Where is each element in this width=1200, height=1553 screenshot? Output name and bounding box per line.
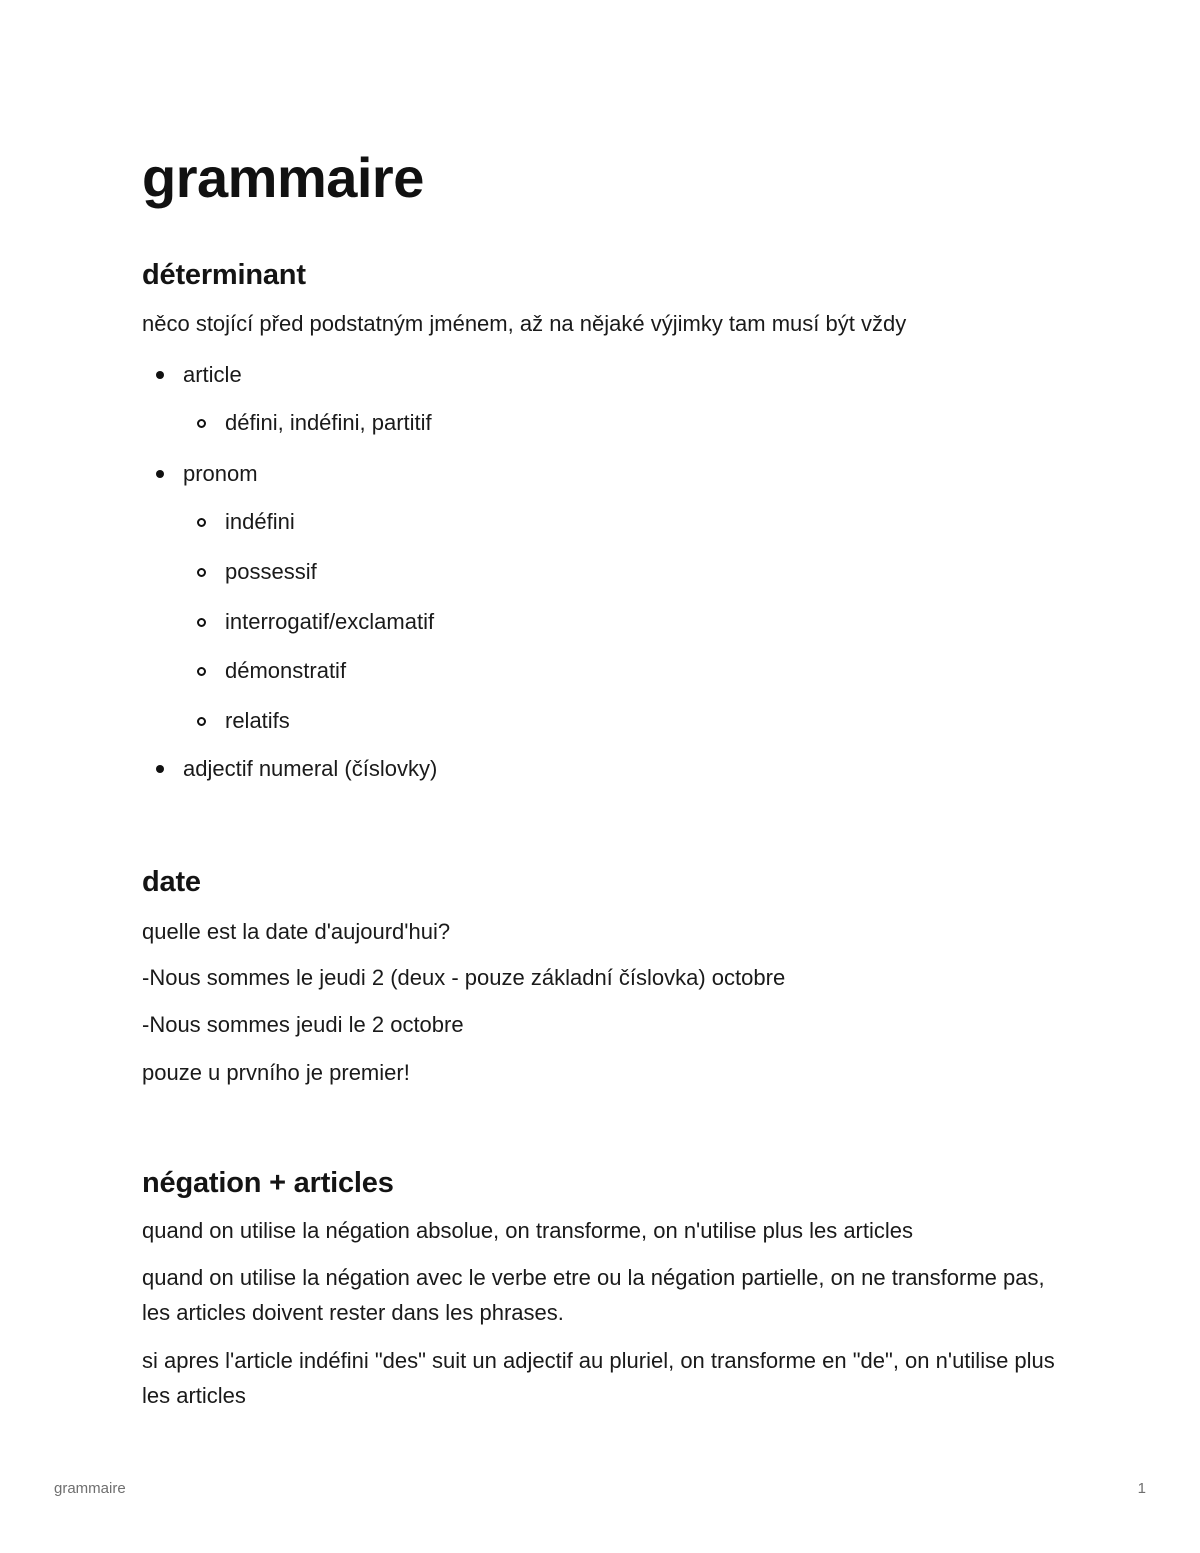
bullet-circle-icon [197, 419, 206, 428]
bullet-circle-icon [197, 717, 206, 726]
date-line: -Nous sommes jeudi le 2 octobre [142, 1012, 464, 1037]
sub-list-item: défini, indéfini, partitif [225, 410, 432, 435]
bullet-disc-icon [156, 371, 164, 379]
section-heading-determinant: déterminant [142, 259, 306, 291]
date-line: pouze u prvního je premier! [142, 1060, 410, 1085]
sub-list-item: démonstratif [225, 658, 347, 683]
bullet-circle-icon [197, 518, 206, 527]
bullet-circle-icon [197, 568, 206, 577]
document-title: grammaire [142, 146, 424, 209]
bullet-disc-icon [156, 765, 164, 773]
sub-list-item: indéfini [225, 509, 295, 534]
section-heading-date: date [142, 866, 201, 898]
date-line: -Nous sommes le jeudi 2 (deux - pouze základní číslovka) octobre [142, 965, 786, 990]
negation-paragraph: quand on utilise la négation absolue, on transforme, on n'utilise plus les articles [142, 1218, 913, 1243]
footer-document-name: grammaire [54, 1480, 126, 1497]
date-line: quelle est la date d'aujourd'hui? [142, 919, 451, 944]
list-item-pronom: pronom [183, 461, 258, 486]
list-item-article: article [183, 362, 242, 387]
negation-paragraph: si apres l'article indéfini "des" suit un adjectif au pluriel, on transforme en "de", on n'utilise plus les articles [142, 1348, 1055, 1408]
determinant-intro: něco stojící před podstatným jménem, až na nějaké výjimky tam musí být vždy [142, 311, 907, 336]
sub-list-item: relatifs [225, 708, 290, 733]
sub-list-item: interrogatif/exclamatif [225, 609, 435, 634]
bullet-circle-icon [197, 618, 206, 627]
negation-paragraph: quand on utilise la négation avec le verbe etre ou la négation partielle, on ne transforme pas, les articles doivent rester dans les phrases. [142, 1265, 1045, 1325]
bullet-disc-icon [156, 470, 164, 478]
section-heading-negation: négation + articles [142, 1167, 394, 1199]
footer-page-number: 1 [1137, 1480, 1146, 1497]
list-item-adjectif-numeral: adjectif numeral (číslovky) [183, 756, 438, 781]
sub-list-item: possessif [225, 559, 317, 584]
bullet-circle-icon [197, 667, 206, 676]
